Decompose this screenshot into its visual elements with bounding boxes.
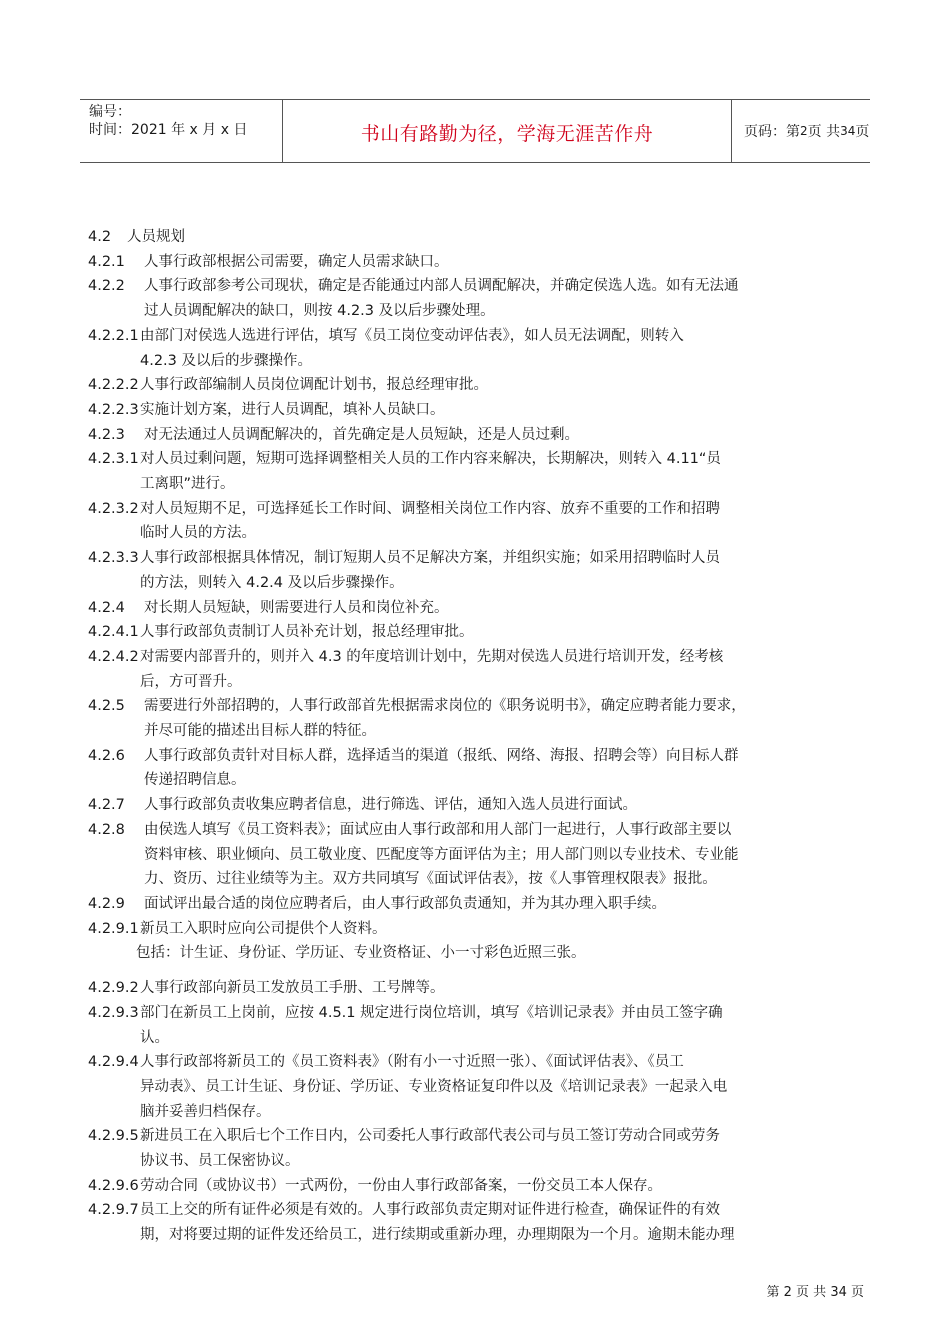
paragraph	[88, 744, 880, 793]
paragraph-text: 对人员过剩问题，短期可选择调整相关人员的工作内容来解决，长期解决，则转入 4.11“员 工离职”进行。	[140, 451, 721, 493]
paragraph-text: 人事行政部向新员工发放员工手册、工号牌等。	[140, 980, 445, 997]
paragraph-text: 由部门对侯选人选进行评估，填写《员工岗位变动评估表》，如人员无法调配，则转入 4.2.3 及以后的步骤操作。	[140, 327, 684, 369]
paragraph	[88, 250, 880, 275]
paragraph	[88, 274, 880, 323]
paragraph-text: 人事行政部参考公司现状，确定是否能通过内部人员调配解决，并确定侯选人选。如有无法通 过人员调配解决的缺口，则按 4.2.3 及以后步骤处理。	[144, 278, 739, 320]
paragraph-text: 人事行政部负责收集应聘者信息，进行筛选、评估，通知入选人员进行面试。	[144, 797, 637, 814]
section-number: 4.2.9.4	[88, 1054, 139, 1071]
paragraph-text: 人事行政部根据公司需要，确定人员需求缺口。	[144, 253, 449, 270]
paragraph	[88, 941, 880, 966]
paragraph	[88, 976, 880, 1001]
section-number: 4.2.8	[88, 821, 125, 838]
page-number: 2	[800, 124, 808, 138]
document-number-label: 编号：	[89, 104, 131, 120]
section-number: 4.2.4.1	[88, 624, 139, 641]
section-number: 4.2.1	[88, 253, 125, 270]
paragraph-text: 人员规划	[127, 229, 185, 245]
paragraph	[88, 324, 880, 373]
section-number: 4.2	[88, 229, 112, 245]
header-motto: 书山有路勤为径，学海无涯苦作舟	[360, 122, 654, 145]
paragraph	[88, 917, 880, 942]
page-footer: 第 2 页 共 34 页	[766, 1285, 864, 1300]
paragraph	[88, 1050, 880, 1124]
paragraph-text: 新进员工在入职后七个工作日内，公司委托人事行政部代表公司与员工签订劳动合同或劳务 协议书、员工保密协议。	[140, 1128, 720, 1170]
paragraph	[88, 892, 880, 917]
section-number: 4.2.9.7	[88, 1202, 139, 1219]
paragraph	[88, 620, 880, 645]
paragraph	[88, 694, 880, 743]
section-number: 4.2.2.2	[88, 377, 139, 394]
section-number: 4.2.7	[88, 797, 125, 814]
page-header	[80, 99, 870, 163]
page-suffix: 页	[855, 124, 870, 140]
header-page-info	[732, 100, 870, 162]
paragraph	[88, 423, 880, 448]
paragraph	[88, 1001, 880, 1050]
paragraph	[88, 596, 880, 621]
paragraph-text: 实施计划方案，进行人员调配，填补人员缺口。	[140, 401, 445, 418]
paragraph-text: 人事行政部将新员工的《员工资料表》（附有小一寸近照一张）、《面试评估表》、《员工 异动表》、员工计生证、身份证、学历证、专业资格证复印件以及《培训记录表》一起录入电 脑并妥善归档保存。	[140, 1054, 728, 1120]
paragraph	[88, 497, 880, 546]
paragraph	[88, 447, 880, 496]
section-number: 4.2.6	[88, 747, 125, 764]
paragraph	[88, 645, 880, 694]
paragraph-text: 劳动合同（或协议书）一式两份，一份由人事行政部备案，一份交员工本人保存。	[140, 1177, 662, 1194]
section-number: 4.2.2	[88, 278, 125, 295]
paragraph-text: 部门在新员工上岗前，应按 4.5.1 规定进行岗位培训，填写《培训记录表》并由员工签字确 认。	[140, 1004, 723, 1046]
paragraph-text: 面试评出最合适的岗位应聘者后，由人事行政部负责通知，并为其办理入职手续。	[144, 895, 666, 912]
page-total: 34	[840, 124, 856, 138]
document-date-label: 时间：2021 年 x 月 x 日	[89, 122, 248, 138]
paragraph	[88, 398, 880, 423]
section-number: 4.2.9	[88, 895, 125, 912]
paragraph-text: 人事行政部负责制订人员补充计划，报总经理审批。	[140, 624, 474, 641]
section-number: 4.2.9.1	[88, 920, 139, 937]
paragraph-text: 由侯选人填写《员工资料表》；面试应由人事行政部和用人部门一起进行，人事行政部主要以 资料审核、职业倾向、员工敬业度、匹配度等方面评估为主；用人部门则以专业技术、专业能 力、资历、过往业绩等为主。双方共同填写《面试评估表》，按《人事管理权限表》报批。	[144, 821, 739, 888]
page-mid: 页 共	[807, 124, 841, 140]
paragraph	[88, 1124, 880, 1173]
section-number: 4.2.4.2	[88, 648, 139, 665]
section-number: 4.2.4	[88, 599, 125, 616]
section-number: 4.2.3.1	[88, 451, 139, 468]
paragraph	[88, 1174, 880, 1199]
document-body	[88, 225, 880, 1248]
paragraph	[88, 373, 880, 398]
section-number: 4.2.5	[88, 698, 125, 715]
section-number: 4.2.3.2	[88, 500, 139, 517]
paragraph-text: 新员工入职时应向公司提供个人资料。	[140, 920, 387, 937]
paragraph	[88, 225, 880, 250]
section-number: 4.2.9.5	[88, 1128, 139, 1145]
paragraph-text: 对人员短期不足，可选择延长工作时间、调整相关岗位工作内容、放弃不重要的工作和招聘 临时人员的方法。	[140, 500, 720, 542]
section-number: 4.2.3	[88, 426, 125, 443]
section-number: 4.2.9.2	[88, 980, 139, 997]
paragraph-text: 人事行政部负责针对目标人群，选择适当的渠道（报纸、网络、海报、招聘会等）向目标人群 传递招聘信息。	[144, 747, 739, 789]
paragraph-text: 对长期人员短缺，则需要进行人员和岗位补充。	[144, 599, 449, 616]
paragraph-text: 需要进行外部招聘的，人事行政部首先根据需求岗位的《职务说明书》，确定应聘者能力要求， 并尽可能的描述出目标人群的特征。	[144, 698, 746, 740]
page-prefix: 页码：第	[744, 124, 800, 140]
paragraph-text: 对需要内部晋升的，则并入 4.3 的年度培训计划中，先期对侯选人员进行培训开发，经考核 后，方可晋升。	[140, 648, 724, 690]
section-number: 4.2.3.3	[88, 550, 139, 567]
paragraph-text: 包括：计生证、身份证、学历证、专业资格证、小一寸彩色近照三张。	[136, 945, 586, 962]
paragraph-gap	[88, 966, 880, 976]
paragraph-text: 对无法通过人员调配解决的，首先确定是人员短缺，还是人员过剩。	[144, 426, 579, 443]
paragraph	[88, 546, 880, 595]
paragraph	[88, 793, 880, 818]
header-motto-cell	[282, 100, 732, 162]
paragraph	[88, 818, 880, 892]
paragraph	[88, 1198, 880, 1247]
header-meta	[80, 100, 282, 162]
section-number: 4.2.9.3	[88, 1004, 139, 1021]
paragraph-text: 人事行政部编制人员岗位调配计划书，报总经理审批。	[140, 377, 488, 394]
section-number: 4.2.9.6	[88, 1177, 139, 1194]
section-number: 4.2.2.1	[88, 327, 139, 344]
paragraph-text: 员工上交的所有证件必须是有效的。人事行政部负责定期对证件进行检查，确保证件的有效 期，对将要过期的证件发还给员工，进行续期或重新办理，办理期限为一个月。逾期未能办理	[140, 1202, 735, 1244]
section-number: 4.2.2.3	[88, 401, 139, 418]
paragraph-text: 人事行政部根据具体情况，制订短期人员不足解决方案，并组织实施；如采用招聘临时人员 的方法，则转入 4.2.4 及以后步骤操作。	[140, 550, 720, 591]
